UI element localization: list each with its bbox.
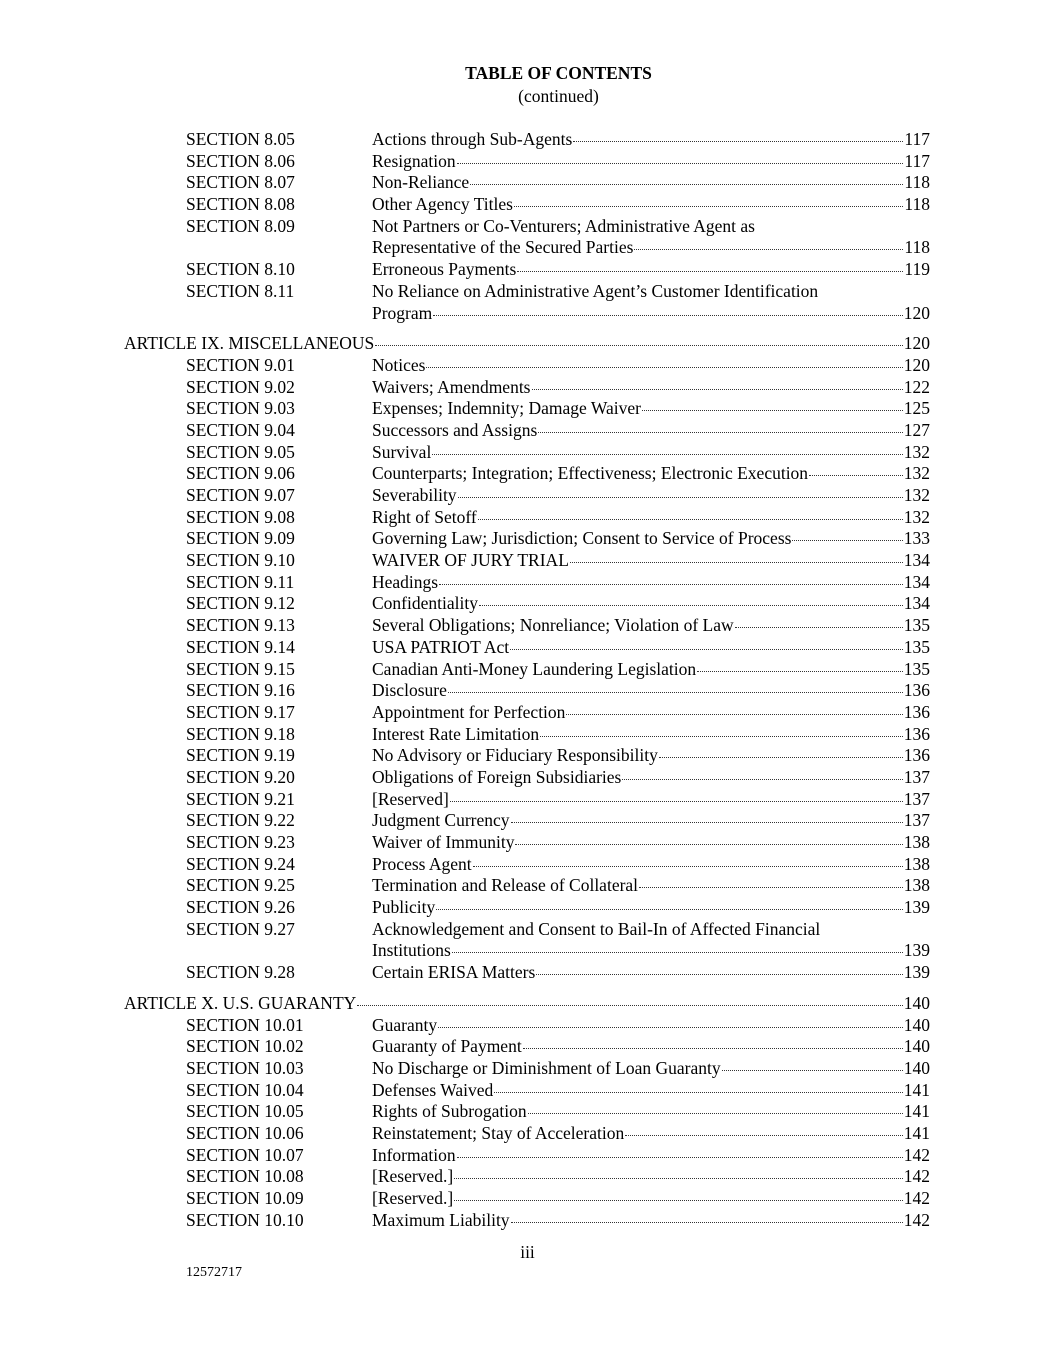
dot-leader	[426, 367, 902, 368]
section-title[interactable]: Acknowledgement and Consent to Bail-In of Affected Financial	[372, 918, 821, 939]
toc-entry-line	[372, 1123, 930, 1145]
toc-section-row[interactable]	[0, 1210, 1055, 1232]
section-title[interactable]: No Reliance on Administrative Agent’s Customer Identification	[372, 280, 819, 301]
toc-entry-line	[124, 333, 930, 355]
page-reference[interactable]: 136	[903, 745, 930, 766]
page-reference[interactable]: 134	[903, 593, 930, 614]
toc-entry-line	[372, 962, 930, 984]
toc-section-row[interactable]	[0, 745, 1055, 767]
dot-leader	[642, 410, 903, 411]
dot-leader	[375, 345, 902, 346]
section-number: SECTION 10.07	[186, 1144, 304, 1165]
section-number: SECTION 10.09	[186, 1188, 304, 1208]
toc-section-row[interactable]	[0, 940, 1055, 962]
section-number: SECTION 9.08	[186, 506, 295, 527]
toc-entry-line	[372, 593, 930, 615]
toc-entry-line	[372, 463, 930, 485]
dot-leader	[473, 866, 903, 867]
toc-section-row[interactable]	[0, 151, 1055, 173]
page-reference[interactable]: 117	[904, 129, 930, 149]
toc-entry-line	[372, 615, 930, 637]
toc-section-row[interactable]	[0, 767, 1055, 789]
toc-entry-line	[372, 550, 930, 572]
toc-entry-line	[372, 151, 930, 173]
section-number: SECTION 9.01	[186, 354, 295, 375]
page-reference[interactable]: 137	[903, 810, 930, 831]
page-reference[interactable]: 127	[903, 419, 930, 440]
section-number: SECTION 10.06	[186, 1122, 304, 1143]
dot-leader	[433, 315, 902, 316]
section-number: SECTION 9.27	[186, 918, 295, 939]
page-reference[interactable]: 118	[904, 237, 930, 258]
section-number: SECTION 9.21	[186, 788, 295, 809]
toc-entry-line	[372, 216, 930, 238]
section-number: SECTION 8.06	[186, 150, 295, 171]
section-title[interactable]: Actions through Sub-Agents	[372, 129, 573, 149]
section-number: SECTION 10.10	[186, 1209, 304, 1230]
page-reference[interactable]: 138	[903, 853, 930, 874]
dot-leader	[454, 1178, 903, 1179]
section-title[interactable]: Appointment for Perfection	[372, 701, 566, 722]
page-reference[interactable]: 139	[903, 897, 930, 918]
page-reference[interactable]: 135	[903, 658, 930, 679]
page-reference[interactable]: 141	[903, 1122, 930, 1143]
dot-leader	[457, 1157, 903, 1158]
page-reference[interactable]: 119	[904, 259, 930, 280]
page-reference[interactable]: 140	[903, 1057, 930, 1078]
page-reference[interactable]: 120	[903, 354, 930, 375]
section-title[interactable]: Expenses; Indemnity; Damage Waiver	[372, 398, 641, 419]
page-reference[interactable]: 136	[903, 723, 930, 744]
toc-section-row[interactable]	[0, 1058, 1055, 1080]
toc-entry-line	[372, 637, 930, 659]
dot-leader	[538, 432, 902, 433]
section-number: SECTION 9.25	[186, 875, 295, 896]
section-number: SECTION 9.17	[186, 701, 295, 722]
toc-entry-line	[372, 832, 930, 854]
toc-section-row[interactable]	[0, 615, 1055, 637]
page-reference[interactable]: 118	[904, 194, 930, 215]
dot-leader	[439, 584, 903, 585]
toc-entry-line	[372, 442, 930, 464]
toc-entry-line	[372, 420, 930, 442]
dot-leader	[511, 1222, 903, 1223]
toc-section-row[interactable]	[0, 550, 1055, 572]
article-title[interactable]: ARTICLE IX. MISCELLANEOUS	[124, 333, 375, 354]
toc-section-row[interactable]	[0, 1015, 1055, 1037]
page-reference[interactable]: 135	[903, 615, 930, 636]
section-number: SECTION 10.02	[186, 1036, 304, 1057]
dot-leader	[479, 605, 903, 606]
section-number: SECTION 10.08	[186, 1166, 304, 1187]
toc-entry-line	[372, 659, 930, 681]
dot-leader	[450, 801, 903, 802]
toc-entry-line	[372, 854, 930, 876]
toc-section-row[interactable]	[0, 237, 1055, 259]
section-title[interactable]: Certain ERISA Matters	[372, 962, 536, 983]
page-reference[interactable]: 142	[903, 1144, 930, 1165]
toc-entry-line	[372, 767, 930, 789]
section-title[interactable]: Defenses Waived	[372, 1079, 494, 1100]
toc-section-row[interactable]	[0, 507, 1055, 529]
toc-entry-line	[372, 259, 930, 281]
toc-section-row[interactable]	[0, 702, 1055, 724]
section-title[interactable]: Other Agency Titles	[372, 194, 513, 215]
toc-section-row[interactable]	[0, 1080, 1055, 1102]
toc-section-row[interactable]	[0, 919, 1055, 941]
section-number: SECTION 9.15	[186, 658, 295, 679]
section-number: SECTION 9.07	[186, 485, 295, 505]
section-title[interactable]: Successors and Assigns	[372, 419, 538, 440]
dot-leader	[532, 389, 903, 390]
toc-entry-line	[372, 398, 930, 420]
section-title[interactable]: Termination and Release of Collateral	[372, 875, 639, 896]
page-reference[interactable]: 132	[903, 485, 930, 505]
section-title[interactable]: Several Obligations; Nonreliance; Violation of Law	[372, 615, 734, 636]
dot-leader	[639, 887, 903, 888]
section-title[interactable]: Waiver of Immunity	[372, 832, 515, 852]
toc-section-row[interactable]	[0, 485, 1055, 507]
page-reference[interactable]: 132	[903, 441, 930, 462]
dot-leader	[523, 1048, 903, 1049]
section-number: SECTION 10.03	[186, 1057, 304, 1078]
toc-section-row[interactable]	[0, 1145, 1055, 1167]
page-reference[interactable]: 140	[903, 1036, 930, 1057]
section-title[interactable]: Headings	[372, 571, 439, 592]
section-title[interactable]: [Reserved.]	[372, 1188, 454, 1208]
toc-entry-line	[372, 1166, 930, 1188]
toc-entry-line	[372, 1058, 930, 1080]
page-reference[interactable]: 142	[903, 1209, 930, 1230]
section-title[interactable]: No Advisory or Fiduciary Responsibility	[372, 745, 658, 766]
toc-section-row[interactable]	[0, 172, 1055, 194]
section-title[interactable]: Guaranty of Payment	[372, 1036, 522, 1057]
section-number: SECTION 9.09	[186, 528, 295, 549]
section-number: SECTION 9.28	[186, 962, 295, 983]
toc-entry-line	[372, 745, 930, 767]
dot-leader	[528, 1113, 903, 1114]
section-title[interactable]: Confidentiality	[372, 593, 478, 614]
section-title[interactable]: Judgment Currency	[372, 810, 510, 831]
article-title[interactable]: ARTICLE X. U.S. GUARANTY	[124, 992, 357, 1013]
page-reference[interactable]: 122	[903, 376, 930, 397]
toc-entry-line	[372, 355, 930, 377]
toc-entry-line	[372, 1101, 930, 1123]
section-title[interactable]: Disclosure	[372, 680, 447, 701]
toc-section-row[interactable]	[0, 593, 1055, 615]
section-number: SECTION 9.20	[186, 766, 295, 787]
toc-section-row[interactable]	[0, 528, 1055, 550]
section-number: SECTION 9.10	[186, 550, 295, 571]
section-title[interactable]: WAIVER OF JURY TRIAL	[372, 550, 569, 571]
toc-section-row[interactable]	[0, 789, 1055, 811]
toc-section-row[interactable]	[0, 680, 1055, 702]
toc-section-row[interactable]	[0, 216, 1055, 238]
section-title[interactable]: Maximum Liability	[372, 1209, 510, 1230]
page-reference[interactable]: 118	[904, 172, 930, 193]
dot-leader	[570, 562, 903, 563]
section-number: SECTION 10.05	[186, 1101, 304, 1122]
page-reference[interactable]: 134	[903, 571, 930, 592]
dot-leader	[432, 454, 902, 455]
section-title[interactable]: Governing Law; Jurisdiction; Consent to Service of Process	[372, 528, 792, 549]
section-title[interactable]: Rights of Subrogation	[372, 1101, 527, 1122]
page-reference[interactable]: 132	[903, 506, 930, 527]
toc-entry-line	[372, 1015, 930, 1037]
toc-section-row[interactable]	[0, 1166, 1055, 1188]
dot-leader	[659, 757, 903, 758]
section-title[interactable]: Reinstatement; Stay of Acceleration	[372, 1122, 625, 1143]
toc-entry-line	[372, 1210, 930, 1232]
toc-section-row[interactable]	[0, 303, 1055, 325]
section-number: SECTION 9.05	[186, 441, 295, 462]
dot-leader	[357, 1005, 902, 1006]
section-number: SECTION 10.04	[186, 1079, 304, 1100]
toc-entry-line	[372, 875, 930, 897]
page-reference[interactable]: 142	[903, 1166, 930, 1187]
section-number: SECTION 9.02	[186, 376, 295, 397]
toc-section-row[interactable]	[0, 1101, 1055, 1123]
section-title[interactable]: Interest Rate Limitation	[372, 723, 540, 744]
dot-leader	[478, 519, 903, 520]
dot-leader	[457, 163, 904, 164]
toc-entry-line	[372, 129, 930, 151]
toc-section-row[interactable]	[0, 377, 1055, 399]
section-number: SECTION 8.10	[186, 259, 295, 280]
page-reference[interactable]: 139	[903, 962, 930, 983]
toc-entry-line	[372, 680, 930, 702]
section-title[interactable]: Institutions	[372, 940, 451, 961]
toc-entry-line	[372, 194, 930, 216]
toc-article-row[interactable]	[0, 333, 1055, 355]
page-reference[interactable]: 141	[903, 1101, 930, 1122]
section-title[interactable]: Guaranty	[372, 1014, 438, 1035]
section-title[interactable]: USA PATRIOT Act	[372, 636, 510, 657]
page-reference[interactable]: 120	[903, 333, 930, 354]
toc-section-row[interactable]	[0, 194, 1055, 216]
toc-entry-line	[372, 1036, 930, 1058]
section-title[interactable]: Counterparts; Integration; Effectiveness; Electronic Execution	[372, 463, 809, 484]
page-reference[interactable]: 125	[903, 398, 930, 419]
toc-section-row[interactable]	[0, 875, 1055, 897]
dot-leader	[722, 1070, 903, 1071]
toc-section-row[interactable]	[0, 281, 1055, 303]
dot-leader	[566, 714, 902, 715]
dot-leader	[448, 692, 903, 693]
page-reference[interactable]: 138	[903, 875, 930, 896]
section-title[interactable]: Not Partners or Co-Venturers; Administrative Agent as	[372, 215, 755, 236]
dot-leader	[625, 1135, 903, 1136]
section-title[interactable]: Representative of the Secured Parties	[372, 237, 634, 258]
page-reference[interactable]: 138	[903, 832, 930, 852]
section-number: SECTION 9.12	[186, 593, 295, 614]
section-number: SECTION 9.04	[186, 419, 295, 440]
toc-entry-line	[372, 281, 930, 303]
dot-leader	[809, 475, 903, 476]
section-number: SECTION 8.11	[186, 280, 295, 301]
dot-leader	[540, 736, 903, 737]
section-number: SECTION 10.01	[186, 1014, 304, 1035]
page-reference[interactable]: 133	[903, 528, 930, 549]
page-reference[interactable]: 140	[903, 1014, 930, 1035]
toc-entry-line	[372, 919, 930, 941]
toc-subtitle: (continued)	[518, 86, 599, 106]
toc-entry-line	[372, 702, 930, 724]
toc-section-row[interactable]	[0, 463, 1055, 485]
dot-leader	[735, 627, 903, 628]
section-number: SECTION 9.23	[186, 832, 295, 852]
toc-section-row[interactable]	[0, 897, 1055, 919]
table-of-contents	[0, 129, 1055, 1231]
page-reference[interactable]: 139	[903, 940, 930, 961]
toc-section-row[interactable]	[0, 962, 1055, 984]
page-reference[interactable]: 117	[904, 150, 930, 171]
section-number: SECTION 9.22	[186, 810, 295, 831]
section-number: SECTION 8.07	[186, 172, 295, 193]
section-number: SECTION 9.16	[186, 680, 295, 701]
toc-entry-line	[124, 993, 930, 1015]
toc-entry-line	[372, 1188, 930, 1210]
section-number: SECTION 9.26	[186, 897, 295, 918]
page-reference[interactable]: 137	[903, 766, 930, 787]
toc-section-row[interactable]	[0, 832, 1055, 854]
section-title[interactable]: No Discharge or Diminishment of Loan Guaranty	[372, 1057, 721, 1078]
section-title[interactable]: Severability	[372, 485, 457, 505]
toc-section-row[interactable]	[0, 398, 1055, 420]
toc-entry-line	[372, 789, 930, 811]
section-title[interactable]: Obligations of Foreign Subsidiaries	[372, 766, 622, 787]
section-number: SECTION 9.11	[186, 571, 295, 592]
dot-leader	[511, 822, 903, 823]
toc-section-row[interactable]	[0, 659, 1055, 681]
toc-entry-line	[372, 303, 930, 325]
toc-section-row[interactable]	[0, 1036, 1055, 1058]
dot-leader	[573, 141, 903, 142]
page-reference[interactable]: 142	[903, 1188, 930, 1208]
toc-entry-line	[372, 810, 930, 832]
section-number: SECTION 8.08	[186, 194, 295, 215]
section-title[interactable]: Right of Setoff	[372, 506, 477, 527]
dot-leader	[634, 249, 903, 250]
dot-leader	[622, 779, 902, 780]
toc-section-row[interactable]	[0, 572, 1055, 594]
toc-article-row[interactable]	[0, 993, 1055, 1015]
dot-leader	[514, 206, 903, 207]
section-title[interactable]: [Reserved]	[372, 788, 449, 809]
dot-leader	[697, 671, 903, 672]
toc-section-row[interactable]	[0, 1188, 1055, 1210]
section-title[interactable]: Survival	[372, 441, 432, 462]
toc-section-row[interactable]	[0, 854, 1055, 876]
toc-section-row[interactable]	[0, 1123, 1055, 1145]
toc-entry-line	[372, 377, 930, 399]
section-number: SECTION 9.24	[186, 853, 295, 874]
toc-entry-line	[372, 172, 930, 194]
section-title[interactable]: Erroneous Payments	[372, 259, 517, 280]
dot-leader	[454, 1200, 903, 1201]
toc-section-row[interactable]	[0, 442, 1055, 464]
toc-section-row[interactable]	[0, 810, 1055, 832]
page-reference[interactable]: 120	[903, 302, 930, 323]
section-title[interactable]: [Reserved.]	[372, 1166, 454, 1187]
toc-entry-line	[372, 940, 930, 962]
toc-section-row[interactable]	[0, 129, 1055, 151]
page-reference[interactable]: 141	[903, 1079, 930, 1100]
document-id: 12572717	[186, 1265, 242, 1280]
toc-section-row[interactable]	[0, 355, 1055, 377]
page-number: iii	[520, 1242, 535, 1262]
section-number: SECTION 8.09	[186, 215, 295, 236]
section-title[interactable]: Resignation	[372, 150, 456, 171]
toc-section-row[interactable]	[0, 724, 1055, 746]
section-number: SECTION 9.18	[186, 723, 295, 744]
page-reference[interactable]: 137	[903, 788, 930, 809]
section-number: SECTION 9.06	[186, 463, 295, 484]
toc-section-row[interactable]	[0, 259, 1055, 281]
toc-entry-line	[372, 1145, 930, 1167]
page-reference[interactable]: 135	[903, 636, 930, 657]
toc-entry-line	[372, 507, 930, 529]
section-title[interactable]: Information	[372, 1144, 456, 1165]
page-reference[interactable]: 136	[903, 680, 930, 701]
section-title[interactable]: Notices	[372, 354, 426, 375]
dot-leader	[438, 1027, 903, 1028]
section-number: SECTION 9.03	[186, 398, 295, 419]
page-reference[interactable]: 134	[903, 550, 930, 571]
toc-section-row[interactable]	[0, 637, 1055, 659]
section-number: SECTION 9.14	[186, 636, 295, 657]
section-title[interactable]: Canadian Anti-Money Laundering Legislation	[372, 658, 697, 679]
toc-title: TABLE OF CONTENTS	[465, 63, 652, 83]
dot-leader	[510, 649, 903, 650]
dot-leader	[515, 844, 902, 845]
toc-entry-line	[372, 724, 930, 746]
section-number: SECTION 9.13	[186, 615, 295, 636]
section-number: SECTION 9.19	[186, 745, 295, 766]
toc-entry-line	[372, 897, 930, 919]
toc-entry-line	[372, 528, 930, 550]
section-title[interactable]: Non-Reliance	[372, 172, 470, 193]
toc-entry-line	[372, 572, 930, 594]
section-title[interactable]: Publicity	[372, 897, 436, 918]
section-title[interactable]: Process Agent	[372, 853, 472, 874]
dot-leader	[494, 1092, 903, 1093]
dot-leader	[470, 184, 903, 185]
toc-entry-line	[372, 485, 930, 507]
dot-leader	[792, 540, 902, 541]
toc-section-row[interactable]	[0, 420, 1055, 442]
dot-leader	[458, 497, 903, 498]
section-title[interactable]: Waivers; Amendments	[372, 376, 531, 397]
dot-leader	[452, 952, 903, 953]
page-reference[interactable]: 140	[903, 992, 930, 1013]
toc-entry-line	[372, 1080, 930, 1102]
dot-leader	[536, 974, 902, 975]
section-title[interactable]: Program	[372, 302, 433, 323]
page-reference[interactable]: 136	[903, 701, 930, 722]
section-number: SECTION 8.05	[186, 129, 295, 149]
dot-leader	[517, 271, 903, 272]
toc-entry-line	[372, 237, 930, 259]
dot-leader	[436, 909, 903, 910]
page-reference[interactable]: 132	[903, 463, 930, 484]
